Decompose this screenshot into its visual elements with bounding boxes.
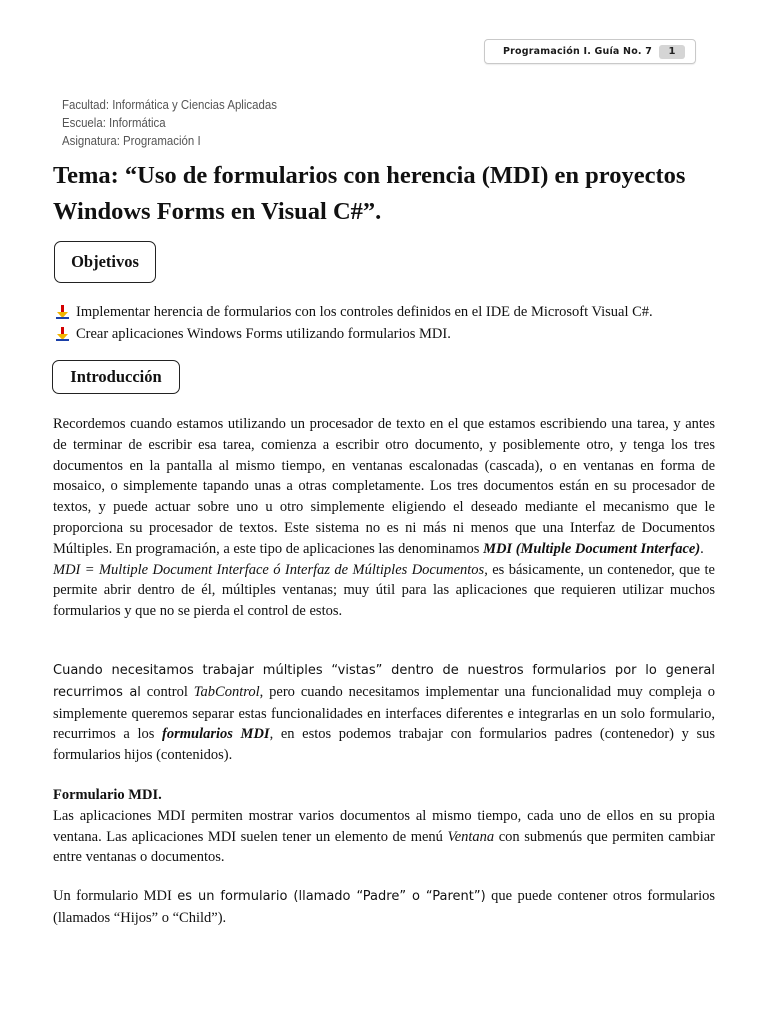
intro-paragraph-2 <box>53 660 715 766</box>
down-arrow-bullet-icon <box>56 327 69 341</box>
formularios-mdi-term: formularios MDI <box>162 726 270 743</box>
course-info <box>62 96 277 150</box>
list-item <box>56 323 736 345</box>
paragraph-text: Cuando necesitamos trabajar múltiples “vistas” dentro de nuestros formularios por lo general recurrimos al <box>53 663 715 700</box>
faculty-line: Facultad: Informática y Ciencias Aplicadas <box>62 97 277 112</box>
paragraph-text: control <box>140 683 194 700</box>
intro-paragraph-4 <box>53 886 715 929</box>
mdi-definition: MDI = Multiple Document Interface ó Interfaz de Múltiples Documentos <box>53 561 485 578</box>
subject-line: Asignatura: Programación I <box>62 133 201 148</box>
paragraph-text: , pero cuando necesitamos implementar una funcionalidad muy compleja o simplemente queremos separar estas funcionalidades en interfaces diferentes e integrarlas en un solo formulario, recurrimos a los <box>53 683 716 743</box>
paragraph-text: con submenús que permiten cambiar entre ventanas o documentos. <box>53 828 715 866</box>
mdi-form-section <box>53 785 715 868</box>
paragraph-text: , en estos podemos trabajar con formularios padres (contenedor) y sus formularios hijos (contenidos). <box>53 726 715 764</box>
subsection-heading: Formulario MDI. <box>53 787 162 803</box>
mdi-term: MDI (Multiple Document Interface) <box>483 540 701 557</box>
paragraph-text: . <box>700 540 704 557</box>
intro-paragraph-1 <box>53 414 715 622</box>
page-number: 1 <box>659 45 685 59</box>
introduccion-heading: Introducción <box>52 360 180 394</box>
paragraph-text: Recordemos cuando estamos utilizando un procesador de texto en el que estamos escribiendo una tarea, y antes de terminar de escribir esa tarea, comienza a escribir otro documento, y posiblemente otro, y tenga los tres documentos en la pantalla al mismo tiempo, en ventanas escalonadas (cascada), o en ventanas en forma de mosaico, o simplemente tapando unas a otras completamente. Los tres documentos están en su procesador de textos, y puede actuar sobre uno u otro simplemente eligiendo el deseado mediante el mecanismo que le proporciona su procesador de textos. Este sistema no es ni más ni menos que una Interfaz de Documentos Múltiples. En programación, a este tipo de aplicaciones las denominamos <box>53 416 715 557</box>
objective-text: Crear aplicaciones Windows Forms utilizando formularios MDI. <box>76 326 451 342</box>
list-item <box>56 301 736 323</box>
topic-title: Tema: “Uso de formularios con herencia (MDI) en proyectos Windows Forms en Visual C#”. <box>53 162 686 225</box>
paragraph-text: Las aplicaciones MDI permiten mostrar varios documentos al mismo tiempo, cada uno de ellos en su propia ventana. Las aplicaciones MDI suelen tener un elemento de menú <box>53 807 715 845</box>
paragraph-text: que puede contener otros formularios (llamados “Hijos” o “Child”). <box>53 888 716 926</box>
school-line: Escuela: Informática <box>62 115 166 130</box>
tabcontrol-term: TabControl <box>193 683 260 700</box>
paragraph-text: , es básicamente, un contenedor, que te permite abrir dentro de él, múltiples ventanas; muy útil para las aplicaciones que requieren utilizar muchos formularios y que no se pierda el control de estos. <box>53 561 715 620</box>
objective-text: Implementar herencia de formularios con los controles definidos en el IDE de Microsoft Visual C#. <box>76 304 653 320</box>
objetivos-heading: Objetivos <box>54 241 156 283</box>
down-arrow-bullet-icon <box>56 305 69 319</box>
page-header <box>484 39 696 64</box>
objectives-list <box>56 301 736 345</box>
paragraph-text: Un formulario MDI <box>53 888 178 904</box>
paragraph-text: es un formulario (llamado “Padre” o “Parent”) <box>177 889 486 904</box>
header-title: Programación I. Guía No. 7 <box>503 46 653 57</box>
ventana-term: Ventana <box>447 828 495 845</box>
